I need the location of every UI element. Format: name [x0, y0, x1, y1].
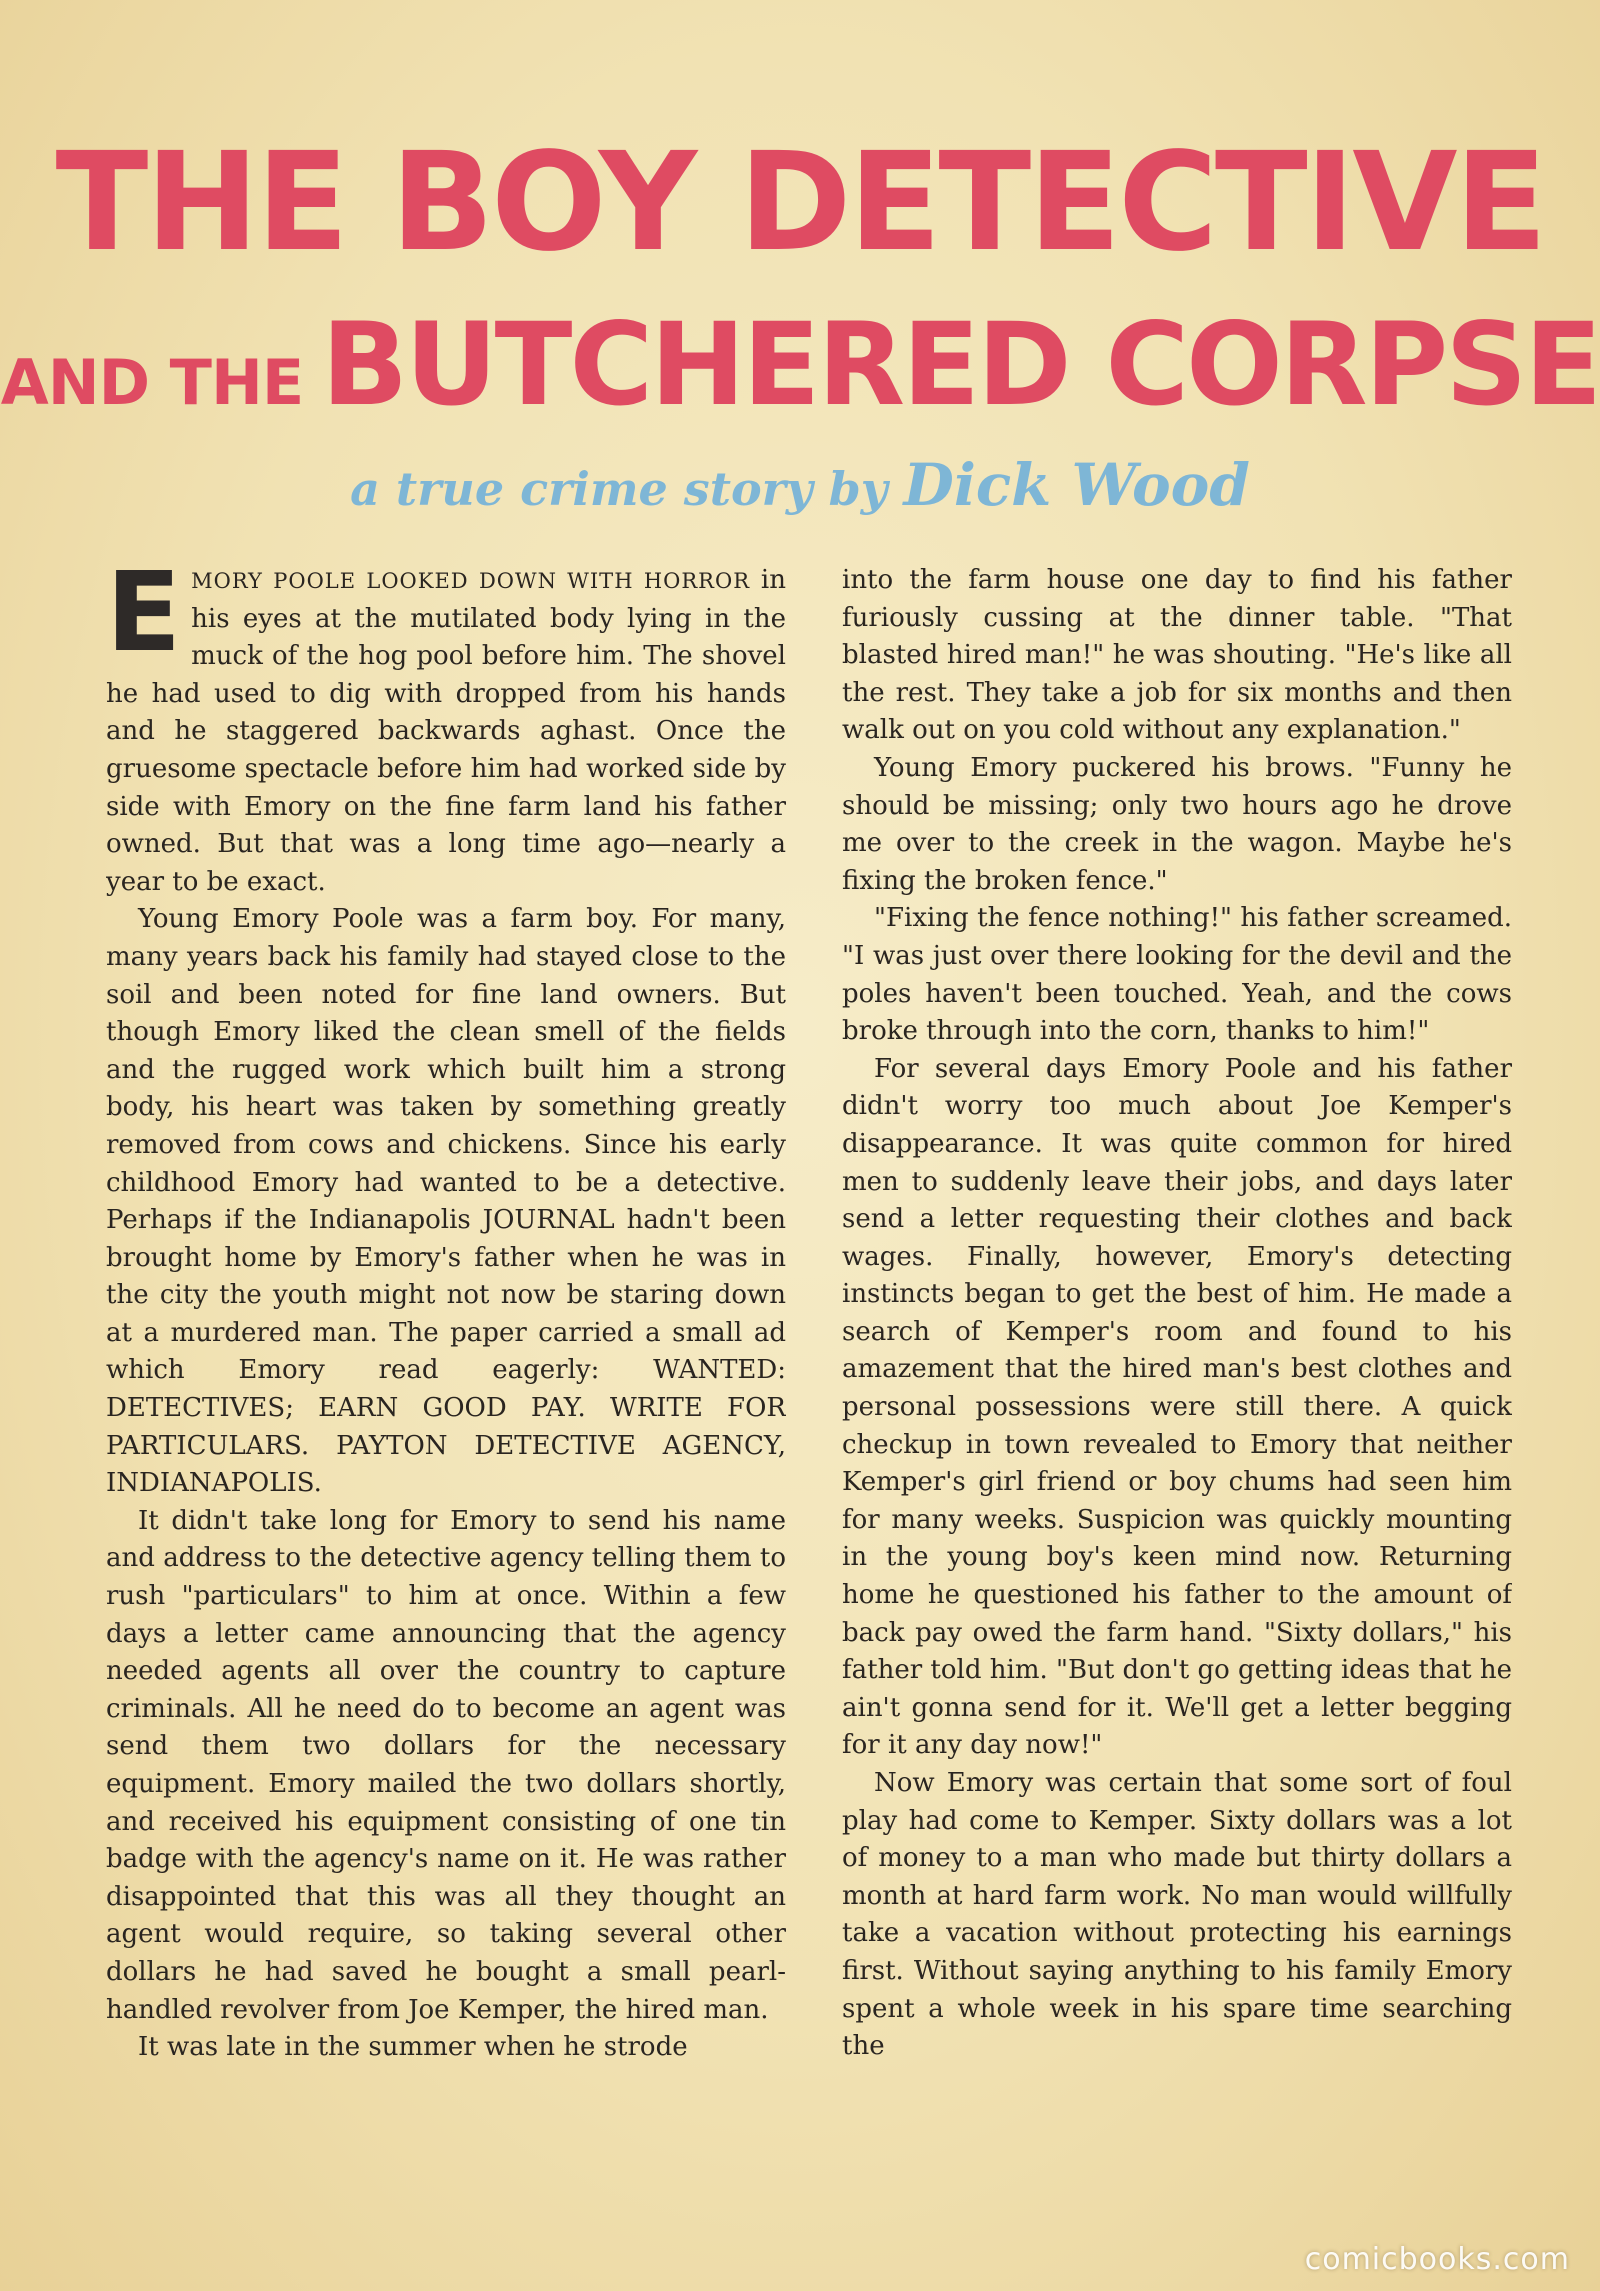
byline-author: Dick Wood: [903, 451, 1250, 519]
left-column: [106, 562, 786, 2172]
right-column: [842, 562, 1512, 2172]
right-paragraph-3: "Fixing the fence nothing!" his father screamed. "I was just over there looking for the devil and the poles haven't been touched. Yeah, and the cows broke through into the corn, thanks to him!": [842, 903, 1512, 1047]
byline-prefix: a true crime story by: [350, 462, 888, 516]
left-paragraph-1-rest: in his eyes at the mutilated body lying in the muck of the hog pool before him. The shovel he had used to dig with dropped from his hands and he staggered backwards aghast. Once the gruesome spectacle before him had worked side by side with Emory on the fine farm land his father owned. But that was a long time ago—nearly a year to be exact.: [106, 565, 786, 897]
site-watermark: comicbooks.com: [1304, 2242, 1570, 2277]
title-line-2-big: BUTCHERED CORPSE: [321, 298, 1600, 431]
title-line-1: THE BOY DETECTIVE: [55, 124, 1545, 282]
right-paragraph-1: into the farm house one day to find his father furiously cussing at the dinner table. "That blasted hired man!" he was shouting. "He's like all the rest. They take a job for six months and then walk out on you cold without any explanation.": [842, 565, 1512, 746]
byline: [0, 440, 1600, 534]
right-paragraph-2: Young Emory puckered his brows. "Funny he should be missing; only two hours ago he drove me over to the creek in the wagon. Maybe he's fixing the broken fence.": [842, 752, 1512, 896]
title-line-2-small: AND THE: [0, 346, 304, 419]
left-paragraph-4: It was late in the summer when he strode: [138, 2032, 688, 2063]
right-paragraph-5: Now Emory was certain that some sort of foul play had come to Kemper. Sixty dollars was a lot of money to a man who made but thirty dollars a month at hard farm work. No man would willfully take a vacation without protecting his earnings first. Without saying anything to his family Emory spent a whole week in his spare time searching the: [842, 1768, 1512, 2062]
left-paragraph-2: Young Emory Poole was a farm boy. For many, many years back his family had stayed close to the soil and been noted for fine land owners. But though Emory liked the clean smell of the fields and the rugged work which built him a strong body, his heart was taken by something greatly removed from cows and chickens. Since his early childhood Emory had wanted to be a detective. Perhaps if the Indianapolis JOURNAL hadn't been brought home by Emory's father when he was in the city the youth might not now be staring down at a murdered man. The paper carried a small ad which Emory read eagerly: WANTED: DETECTIVES; EARN GOOD PAY. WRITE FOR PARTICULARS. PAYTON DETECTIVE AGENCY, INDIANAPOLIS.: [106, 904, 786, 1499]
left-paragraph-3: It didn't take long for Emory to send his name and address to the detective agency telling them to rush "particulars" to him at once. Within a few days a letter came announcing that the agency needed agents all over the country to capture criminals. All he need do to become an agent was send them two dollars for the necessary equipment. Emory mailed the two dollars shortly, and received his equipment consisting of one tin badge with the agency's name on it. He was rather disappointed that this was all they thought an agent would require, so taking several other dollars he had saved he bought a small pearl-handled revolver from Joe Kemper, the hired man.: [106, 1505, 786, 2025]
opening-smallcaps: MORY POOLE LOOKED DOWN WITH HORROR: [191, 569, 751, 593]
left-paragraph-1: [106, 562, 786, 901]
drop-cap: E: [106, 562, 182, 676]
right-paragraph-4: For several days Emory Poole and his father didn't worry too much about Joe Kemper's disappearance. It was quite common for hired men to suddenly leave their jobs, and days later send a letter requesting their clothes and back wages. Finally, however, Emory's detecting instincts began to get the best of him. He made a search of Kemper's room and found to his amazement that the hired man's best clothes and personal possessions were still there. A quick checkup in town revealed to Emory that neither Kemper's girl friend or boy chums had seen him for many weeks. Suspicion was quickly mounting in the young boy's keen mind now. Returning home he questioned his father to the amount of back pay owed the farm hand. "Sixty dollars," his father told him. "But don't go getting ideas that he ain't gonna send for it. We'll get a letter begging for it any day now!": [842, 1053, 1512, 1761]
